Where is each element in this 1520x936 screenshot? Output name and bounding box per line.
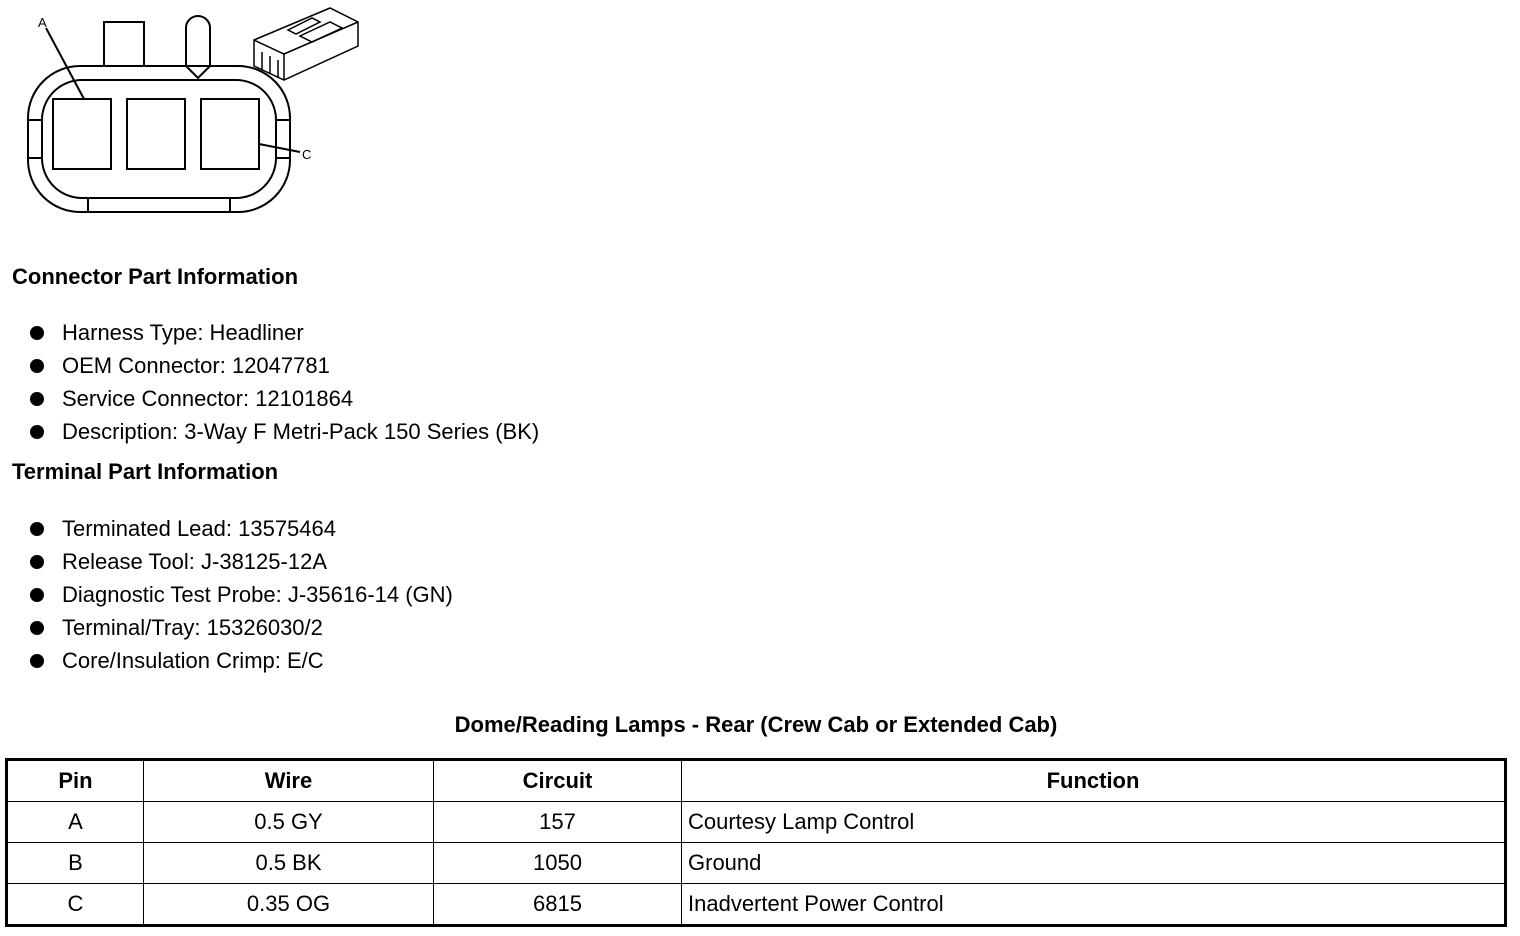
cavity-b <box>127 99 185 169</box>
terminal-part-info-list <box>28 512 453 677</box>
pin-label-a: A <box>38 15 47 30</box>
bullet-icon <box>30 588 44 602</box>
header-function: Function <box>682 760 1506 802</box>
table-row <box>7 884 1506 926</box>
cell-wire: 0.5 GY <box>144 802 434 843</box>
list-item: Description: 3-Way F Metri-Pack 150 Series (BK) <box>28 415 539 448</box>
cavity-c <box>201 99 259 169</box>
list-item: Harness Type: Headliner <box>28 316 539 349</box>
list-item: Diagnostic Test Probe: J-35616-14 (GN) <box>28 578 453 611</box>
table-header-row <box>7 760 1506 802</box>
cell-function: Ground <box>682 843 1506 884</box>
bullet-icon <box>30 522 44 536</box>
list-item: Release Tool: J-38125-12A <box>28 545 453 578</box>
cell-pin: B <box>7 843 144 884</box>
cell-pin: A <box>7 802 144 843</box>
table-row <box>7 802 1506 843</box>
bullet-icon <box>30 621 44 635</box>
terminal-part-info-heading: Terminal Part Information <box>12 459 279 484</box>
header-pin: Pin <box>7 760 144 802</box>
connector-part-info-list <box>28 316 539 448</box>
header-wire: Wire <box>144 760 434 802</box>
pin-table <box>5 758 1507 927</box>
list-item: Service Connector: 12101864 <box>28 382 539 415</box>
list-item: OEM Connector: 12047781 <box>28 349 539 382</box>
cavity-a <box>53 99 111 169</box>
cell-pin: C <box>7 884 144 926</box>
list-item: Terminated Lead: 13575464 <box>28 512 453 545</box>
key-tab <box>186 16 210 66</box>
connector-outer-shell <box>28 66 290 212</box>
connector-diagram <box>0 0 380 230</box>
bullet-icon <box>30 425 44 439</box>
connector-thumbnail <box>254 8 358 80</box>
bullet-icon <box>30 555 44 569</box>
latch-square <box>104 22 144 66</box>
bullet-icon <box>30 392 44 406</box>
cell-circuit: 157 <box>434 802 682 843</box>
cell-function: Inadvertent Power Control <box>682 884 1506 926</box>
connector-inner-shell <box>42 80 276 198</box>
cell-function: Courtesy Lamp Control <box>682 802 1506 843</box>
bullet-icon <box>30 359 44 373</box>
bullet-icon <box>30 654 44 668</box>
cell-wire: 0.5 BK <box>144 843 434 884</box>
pin-table-title: Dome/Reading Lamps - Rear (Crew Cab or Extended Cab) <box>454 712 1058 737</box>
list-item: Core/Insulation Crimp: E/C <box>28 644 453 677</box>
cell-circuit: 6815 <box>434 884 682 926</box>
pin-label-c: C <box>302 147 312 162</box>
header-circuit: Circuit <box>434 760 682 802</box>
list-item: Terminal/Tray: 15326030/2 <box>28 611 453 644</box>
cell-circuit: 1050 <box>434 843 682 884</box>
bullet-icon <box>30 326 44 340</box>
connector-part-info-heading: Connector Part Information <box>12 264 299 289</box>
table-row <box>7 843 1506 884</box>
cell-wire: 0.35 OG <box>144 884 434 926</box>
